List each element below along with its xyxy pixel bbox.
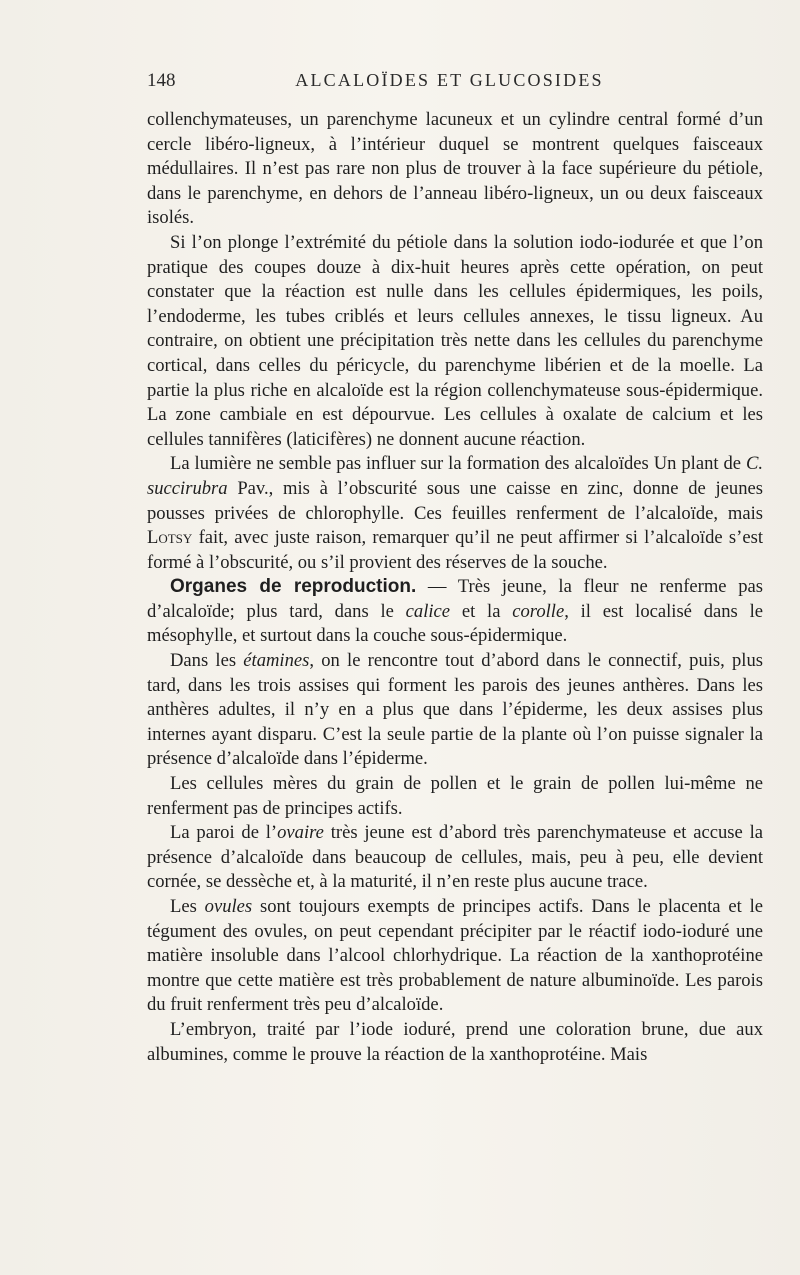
paragraph-6: Les cellules mères du grain de pollen et le grain de pollen lui-même ne renferment pas de principes actifs.	[147, 773, 763, 819]
paragraph-7: La paroi de l’ovaire très jeune est d’abord très parenchymateuse et accuse la présence d’alcaloïde dans beaucoup de cellules, mais, peu à peu, elle devient cornée, se dessèche et, à la maturité, il n’en reste plus aucune trace.	[147, 822, 763, 893]
page-number: 148	[147, 70, 176, 91]
page-header	[147, 70, 752, 100]
author-name: Lotsy	[147, 527, 193, 549]
paragraph-8: Les ovules sont toujours exempts de principes actifs. Dans le placenta et le tégument des ovules, on peut cependant précipiter par le réactif iodo-ioduré une matière insoluble dans l’alcool chlorhydrique. La réaction de la xanthoprotéine montre que cette matière est très probablement de nature albuminoïde. Les parois du fruit renferment très peu d’alcaloïde.	[147, 896, 763, 1016]
body-text	[147, 108, 763, 1067]
paragraph-3: La lumière ne semble pas influer sur la formation des alcaloïdes Un plant de C. succirubra Pav., mis à l’obscurité sous une caisse en zinc, donne de jeunes pousses privées de chlorophylle. Ces feuilles renferment de l’alcaloïde, mais Lotsy fait, avec juste raison, remarquer qu’il ne peut affirmer si l’alcaloïde s’est formé à l’obscurité, ou s’il provient des réserves de la souche.	[147, 453, 763, 573]
paragraph-9: L’embryon, traité par l’iode ioduré, prend une coloration brune, due aux albumines, comme le prouve la réaction de la xanthoprotéine. Mais	[147, 1018, 763, 1065]
paragraph-4: Organes de reproduction. — Très jeune, la fleur ne renferme pas d’alcaloïde; plus tard, dans le calice et la corolle, il est localisé dans le mésophylle, et surtout dans la couche sous-épidermique.	[147, 576, 763, 647]
section-title: Organes de reproduction.	[170, 576, 417, 598]
running-title: ALCALOÏDES ET GLUCOSIDES	[295, 70, 604, 90]
species-name: C. succirubra	[147, 453, 763, 499]
paragraph-2: Si l’on plonge l’extrémité du pétiole dans la solution iodo-iodurée et que l’on pratique des coupes douze à dix-huit heures après cette opération, on peut constater que la réaction est nulle dans les cellules épidermiques, les poils, l’endoderme, les tubes criblés et leurs cellules annexes, le tissu ligneux. Au contraire, on obtient une précipitation très nette dans les cellules du parenchyme cortical, dans celles du péricycle, du parenchyme libérien et de la moelle. La partie la plus riche en alcaloïde est la région collenchymateuse sous-épidermique. La zone cambiale en est dépourvue. Les cellules à oxalate de calcium et les cellules tannifères (laticifères) ne donnent aucune réaction.	[147, 231, 763, 450]
paragraph-5: Dans les étamines, on le rencontre tout d’abord dans le connectif, puis, plus tard, dans les trois assises qui forment les parois des jeunes anthères. Dans les anthères adultes, il n’y en a plus que dans l’épiderme, les deux assises plus internes ayant disparu. C’est la seule partie de la plante où l’on puisse signaler la présence d’alcaloïde dans l’épiderme.	[147, 650, 763, 770]
paragraph-1: collenchymateuses, un parenchyme lacuneux et un cylindre central formé d’un cercle libéro-ligneux, à l’intérieur duquel se montrent quelques faisceaux médullaires. Il n’est pas rare non plus de trouver à la face supérieure du pétiole, dans le parenchyme, en dehors de l’anneau libéro-ligneux, un ou deux faisceaux isolés.	[147, 109, 763, 229]
